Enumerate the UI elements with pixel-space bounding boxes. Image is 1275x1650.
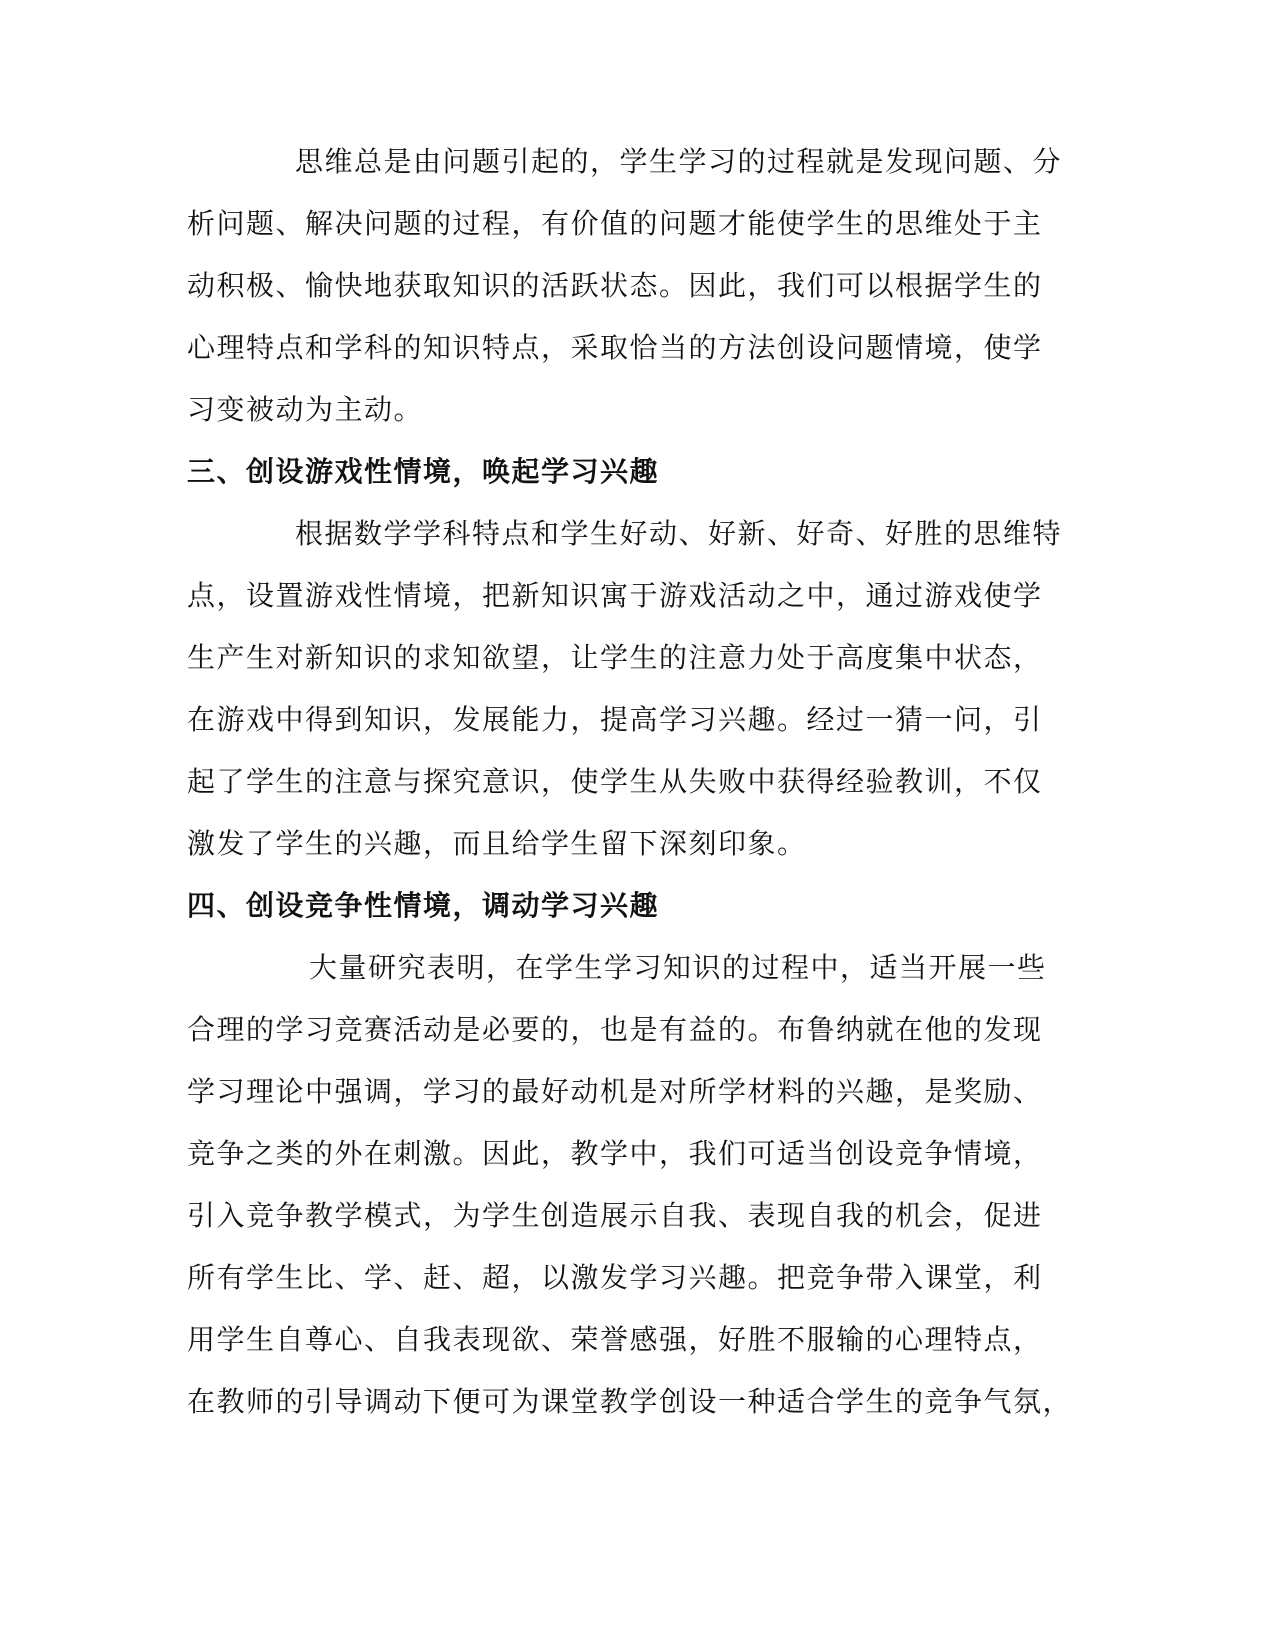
paragraph-line: 析问题、解决问题的过程，有价值的问题才能使学生的思维处于主 [187, 207, 1043, 240]
paragraph-line: 竞争之类的外在刺激。因此，教学中，我们可适当创设竞争情境， [187, 1137, 1043, 1170]
section-heading: 三、创设游戏性情境，唤起学习兴趣 [187, 455, 660, 488]
paragraph-line: 生产生对新知识的求知欲望，让学生的注意力处于高度集中状态， [187, 641, 1043, 674]
paragraph-line: 习变被动为主动。 [187, 393, 424, 426]
paragraph-line: 根据数学学科特点和学生好动、好新、好奇、好胜的思维特 [295, 517, 1063, 550]
paragraph-line: 大量研究表明，在学生学习知识的过程中，适当开展一些 [309, 951, 1047, 984]
paragraph-line: 在教师的引导调动下便可为课堂教学创设一种适合学生的竞争气氛， [187, 1385, 1073, 1418]
paragraph-line: 合理的学习竞赛活动是必要的，也是有益的。布鲁纳就在他的发现 [187, 1013, 1043, 1046]
paragraph-line: 引入竞争教学模式，为学生创造展示自我、表现自我的机会，促进 [187, 1199, 1043, 1232]
paragraph-line: 点，设置游戏性情境，把新知识寓于游戏活动之中，通过游戏使学 [187, 579, 1043, 612]
paragraph-line: 在游戏中得到知识，发展能力，提高学习兴趣。经过一猜一问，引 [187, 703, 1043, 736]
paragraph-line: 动积极、愉快地获取知识的活跃状态。因此，我们可以根据学生的 [187, 269, 1043, 302]
paragraph-line: 起了学生的注意与探究意识，使学生从失败中获得经验教训，不仅 [187, 765, 1043, 798]
paragraph-line: 激发了学生的兴趣，而且给学生留下深刻印象。 [187, 827, 807, 860]
paragraph-line: 所有学生比、学、赶、超，以激发学习兴趣。把竞争带入课堂，利 [187, 1261, 1043, 1294]
paragraph-line: 学习理论中强调，学习的最好动机是对所学材料的兴趣，是奖励、 [187, 1075, 1043, 1108]
paragraph-line: 心理特点和学科的知识特点，采取恰当的方法创设问题情境，使学 [187, 331, 1043, 364]
paragraph-line: 用学生自尊心、自我表现欲、荣誉感强，好胜不服输的心理特点， [187, 1323, 1043, 1356]
section-heading: 四、创设竞争性情境，调动学习兴趣 [187, 889, 660, 922]
paragraph-line: 思维总是由问题引起的，学生学习的过程就是发现问题、分 [295, 145, 1063, 178]
